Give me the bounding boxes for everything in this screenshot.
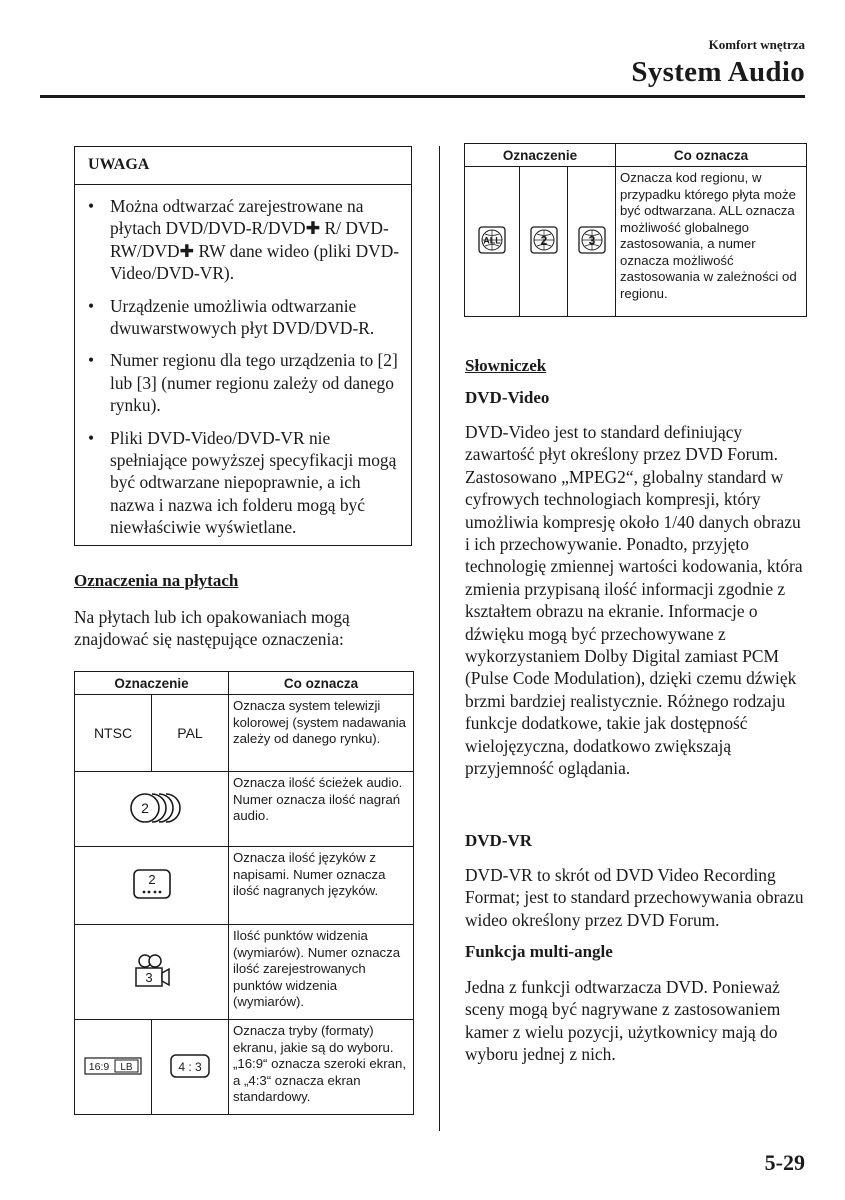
region-2-text: 2 xyxy=(540,233,547,248)
aspect-ratio-4-3-icon xyxy=(169,1053,211,1079)
glossary-term: DVD-Video xyxy=(465,388,550,407)
row-description: Oznacza ilość języków z napisami. Numer oznacza ilość nagranych języków. xyxy=(229,847,414,925)
markings-intro: Na płytach lub ich opakowaniach mogą znajdować się następujące oznaczenia: xyxy=(74,607,350,650)
symbol-cell xyxy=(152,1020,229,1115)
pal-label: PAL xyxy=(152,695,229,772)
glossary-term: DVD-VR xyxy=(465,831,533,850)
symbol-cell xyxy=(568,167,616,317)
ntsc-label: NTSC xyxy=(75,695,152,772)
region-table xyxy=(464,143,807,317)
table-row xyxy=(75,925,414,1020)
symbol-cell xyxy=(465,167,520,317)
symbol-cell xyxy=(520,167,568,317)
subtitles-icon xyxy=(131,867,173,901)
caution-item: • Numer regionu dla tego urządzenia to [2] lub [3] (numer regionu zależy od danego rynku). xyxy=(87,349,405,416)
region-3-text: 3 xyxy=(588,233,595,248)
glossary-definition: DVD-VR to skrót od DVD Video Recording Format; jest to standard przechowywania obrazu wideo określony przez DVD Forum. xyxy=(465,865,804,930)
glossary-term: Funkcja multi-angle xyxy=(465,942,613,961)
page-title: System Audio xyxy=(631,56,805,88)
page-number: 5-29 xyxy=(764,1150,805,1175)
col-header-symbol: Oznaczenie xyxy=(465,144,616,167)
column-divider xyxy=(439,146,440,1131)
section-label: Komfort wnętrza xyxy=(708,37,805,52)
glossary-title: Słowniczek xyxy=(465,356,547,375)
header-rule xyxy=(40,95,805,98)
row-description: Oznacza kod regionu, w przypadku którego płyta może być odtwarzana. ALL oznacza możliwość globalnego zastosowania, a numer oznacza możliwość zastosowania w zależności od regionu. xyxy=(616,167,807,317)
symbol-cell xyxy=(75,1020,152,1115)
row-description: Oznacza ilość ścieżek audio. Numer oznacza ilość nagrań audio. xyxy=(229,772,414,847)
camera-angles-icon xyxy=(130,952,174,990)
caution-title: UWAGA xyxy=(75,147,411,185)
markings-table xyxy=(74,671,414,1115)
col-header-symbol: Oznaczenie xyxy=(75,672,229,695)
aspect-ratio-16-9-lb-icon xyxy=(84,1057,142,1075)
symbol-cell xyxy=(75,847,229,925)
row-description: Ilość punktów widzenia (wymiarów). Numer oznacza ilość zarejestrowanych punktów widzenia (wymiarów). xyxy=(229,925,414,1020)
lb-text: LB xyxy=(120,1061,133,1073)
subtitles-number: 2 xyxy=(147,872,156,887)
row-description: Oznacza tryby (formaty) ekranu, jakie są do wyboru. „16:9“ oznacza szeroki ekran, a „4:3“ oznacza ekran standardowy. xyxy=(229,1020,414,1115)
audio-tracks-icon xyxy=(122,790,182,826)
table-row xyxy=(465,167,807,317)
caution-item: • Pliki DVD-Video/DVD-VR nie spełniające powyższej specyfikacji mogą być odtwarzane niepoprawnie, a ich nazwa i nazwa ich folderu mogą być niewłaściwie wyświetlane. xyxy=(87,427,405,539)
symbol-cell xyxy=(75,925,229,1020)
glossary-definition: DVD-Video jest to standard definiujący zawartość płyt określony przez DVD Forum. Zastosowano „MPEG2“, globalny standard w cyfrowych technologiach kompresji, który umożliwia kompresję około 1/40 danych obrazu i ich przechowywanie. Ponadto, przyjęto technologię zmiennej wartości kodowania, która zmienia przypisaną ilość informacji zgodnie z kształtem obrazu na ekranie. Informacje o dźwięku mogą być przechowywane z wykorzystaniem Dolby Digital zamiast PCM (Pulse Code Modulation), dzięki czemu dźwięk brzmi bardziej realistycznie. Różnego rodzaju funkcje dodatkowe, takie jak dostępność wielojęzyczna, dodatkowo zwiększają przyjemność oglądania. xyxy=(465,422,803,779)
row-description: Oznacza system telewizji kolorowej (system nadawania zależy od danego rynku). xyxy=(229,695,414,772)
caution-list xyxy=(75,185,411,539)
col-header-meaning: Co oznacza xyxy=(229,672,414,695)
markings-title: Oznaczenia na płytach xyxy=(74,571,239,590)
col-header-meaning: Co oznacza xyxy=(616,144,807,167)
table-row xyxy=(75,695,414,772)
caution-box xyxy=(74,146,412,546)
glossary-definition: Jedna z funkcji odtwarzacza DVD. Ponieważ sceny mogą być nagrywane z zastosowaniem kamer z wielu pozycji, użytkownicy mają do wyboru jednej z nich. xyxy=(465,977,781,1065)
audio-tracks-number: 2 xyxy=(140,799,149,816)
symbol-cell xyxy=(75,772,229,847)
camera-angles-number: 3 xyxy=(144,969,153,985)
table-row xyxy=(75,772,414,847)
ratio-4-3-text: 4 : 3 xyxy=(178,1059,202,1074)
table-row xyxy=(75,847,414,925)
ratio-16-9-text: 16:9 xyxy=(88,1060,110,1073)
region-all-icon xyxy=(478,226,506,254)
region-3-icon xyxy=(578,226,606,254)
caution-item: • Urządzenie umożliwia odtwarzanie dwuwarstwowych płyt DVD/DVD-R. xyxy=(87,295,405,340)
region-all-text: ALL xyxy=(483,235,501,246)
caution-item: • Można odtwarzać zarejestrowane na płytach DVD/DVD-R/DVD✚ R/ DVD-RW/DVD✚ RW dane wideo (pliki DVD-Video/DVD-VR). xyxy=(87,195,405,285)
table-row xyxy=(75,1020,414,1115)
region-2-icon xyxy=(530,226,558,254)
